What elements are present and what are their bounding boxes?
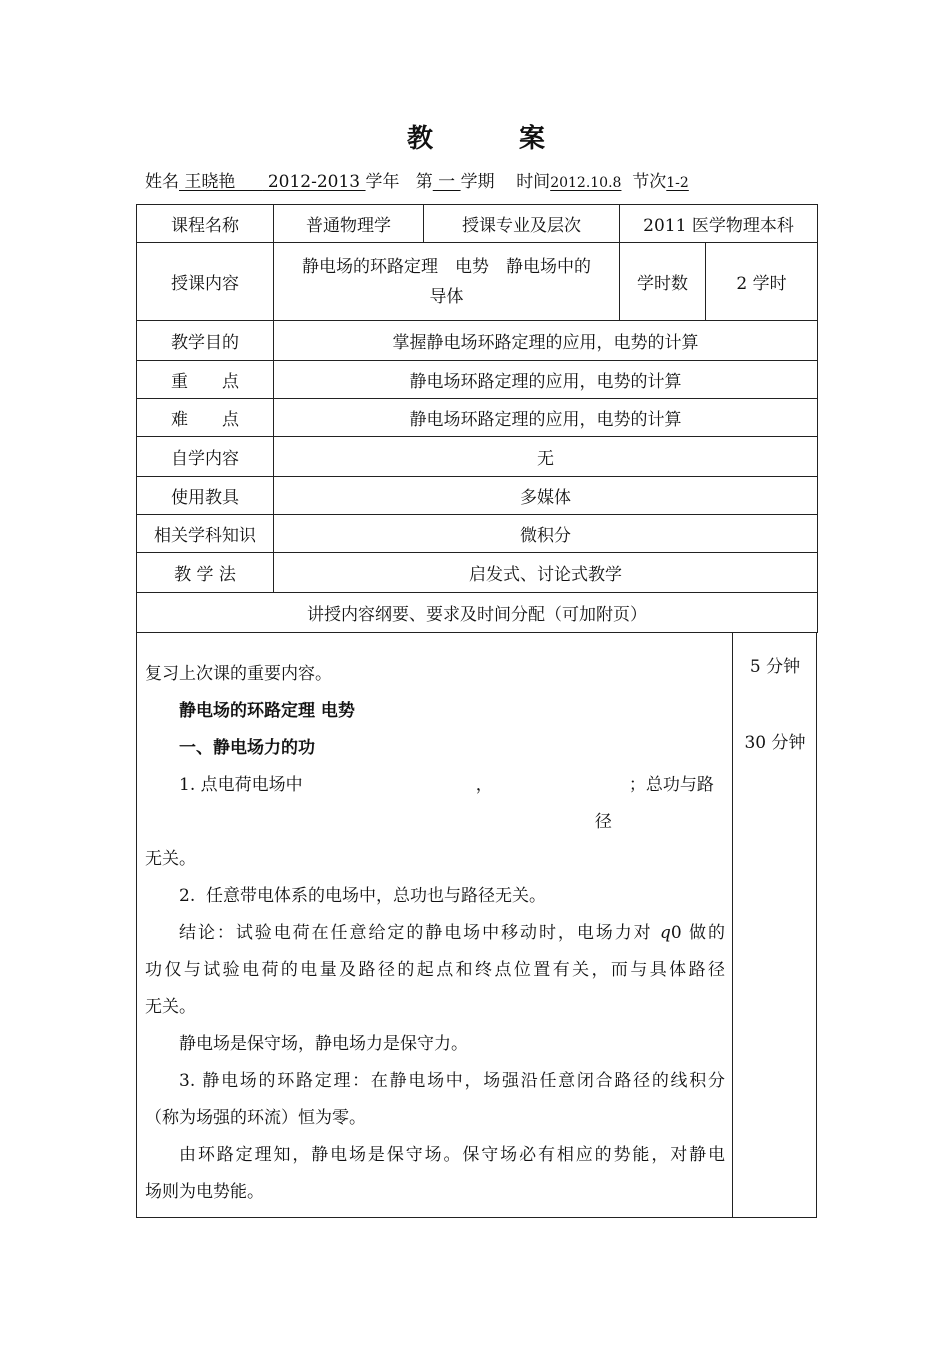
self-value: 无 — [274, 437, 818, 477]
point-charge-comma: ， — [475, 775, 493, 795]
subsection-heading-text: 一、静电场力的功 — [179, 738, 315, 758]
session-label: 节次 — [632, 172, 667, 192]
key-label: 重 点 — [137, 361, 274, 399]
conclusion-line3: 无关。 — [145, 997, 196, 1017]
tools-label: 使用教具 — [137, 477, 274, 515]
row-outline-header — [137, 593, 818, 633]
lecture-content — [145, 656, 725, 1211]
time-value: 2012.10.8 — [550, 175, 622, 191]
conclusion-line2: 功仅与试验电荷的电量及路径的起点和终点位置有关，而与具体路径 — [145, 960, 725, 980]
row-self — [137, 437, 818, 477]
conclusion-line1 — [145, 915, 725, 952]
major-label: 授课专业及层次 — [424, 205, 620, 243]
term-value: 一 — [432, 172, 461, 192]
review-line: 复习上次课的重要内容。 — [145, 664, 332, 684]
point-charge-text: 1. 点电荷电场中 — [179, 775, 303, 795]
name-value: 王晓艳 — [179, 172, 263, 192]
outline-header: 讲授内容纲要、要求及时间分配（可加附页） — [137, 593, 818, 633]
row-key — [137, 361, 818, 399]
session-value: 1-2 — [666, 175, 689, 191]
row-content — [137, 243, 818, 321]
point-charge-line — [145, 767, 725, 841]
content-value-line1: 静电场的环路定理 电势 静电场中的 — [302, 256, 591, 277]
conservative-line: 静电场是保守场，静电场力是保守力。 — [179, 1034, 468, 1054]
row-method — [137, 553, 818, 593]
lesson-info-table — [136, 204, 818, 633]
point-charge-cont: 无关。 — [145, 849, 196, 869]
name-label: 姓名 — [145, 172, 179, 192]
year-label: 学年 — [365, 172, 400, 192]
time-review: 5 分钟 — [749, 657, 801, 677]
course-name-value: 普通物理学 — [274, 205, 424, 243]
conclusion-text-b: 0 做的 — [670, 923, 725, 943]
content-value — [274, 243, 620, 321]
term-prefix: 第 — [415, 172, 433, 192]
theorem-line1: 3. 静电场的环路定理：在静电场中，场强沿任意闭合路径的线积分 — [179, 1071, 725, 1091]
hours-label: 学时数 — [620, 243, 706, 321]
theorem-line2: （称为场强的环流）恒为零。 — [145, 1108, 366, 1128]
row-related — [137, 515, 818, 553]
key-value: 静电场环路定理的应用，电势的计算 — [274, 361, 818, 399]
potential-line1: 由环路定理知，静电场是保守场。保守场必有相应的势能，对静电 — [179, 1145, 725, 1165]
goal-value: 掌握静电场环路定理的应用，电势的计算 — [274, 321, 818, 361]
charge-symbol: q — [659, 923, 671, 943]
course-name-label: 课程名称 — [137, 205, 274, 243]
row-difficult — [137, 399, 818, 437]
row-goal — [137, 321, 818, 361]
self-label: 自学内容 — [137, 437, 274, 477]
page-title — [0, 118, 952, 155]
content-value-line2: 导体 — [429, 286, 464, 307]
title-char-1: 教 — [406, 124, 433, 154]
time-allocation-cell — [733, 632, 817, 1218]
related-label: 相关学科知识 — [137, 515, 274, 553]
row-tools — [137, 477, 818, 515]
point-charge-end: ；总功与路径 — [594, 775, 714, 832]
time-section: 30 分钟 — [744, 733, 806, 753]
major-value: 2011 医学物理本科 — [620, 205, 818, 243]
difficult-label: 难 点 — [137, 399, 274, 437]
method-label: 教 学 法 — [137, 553, 274, 593]
term-suffix: 学期 — [460, 172, 495, 192]
tools-value: 多媒体 — [274, 477, 818, 515]
row-course — [137, 205, 818, 243]
difficult-value: 静电场环路定理的应用，电势的计算 — [274, 399, 818, 437]
time-label: 时间 — [516, 172, 551, 192]
method-value: 启发式、讨论式教学 — [274, 553, 818, 593]
goal-label: 教学目的 — [137, 321, 274, 361]
year-value: 2012-2013 — [262, 172, 366, 192]
content-label: 授课内容 — [137, 243, 274, 321]
section-heading: 静电场的环路定理 电势 — [179, 701, 355, 721]
related-value: 微积分 — [274, 515, 818, 553]
hours-value: 2 学时 — [706, 243, 818, 321]
subsection-heading — [145, 730, 725, 767]
any-charge-line: 2. 任意带电体系的电场中，总功也与路径无关。 — [179, 886, 547, 906]
header-meta — [145, 167, 689, 192]
potential-line2: 场则为电势能。 — [145, 1182, 264, 1202]
title-char-2: 案 — [519, 124, 546, 154]
conclusion-text-a: 结论：试验电荷在任意给定的静电场中移动时，电场力对 — [179, 923, 660, 943]
